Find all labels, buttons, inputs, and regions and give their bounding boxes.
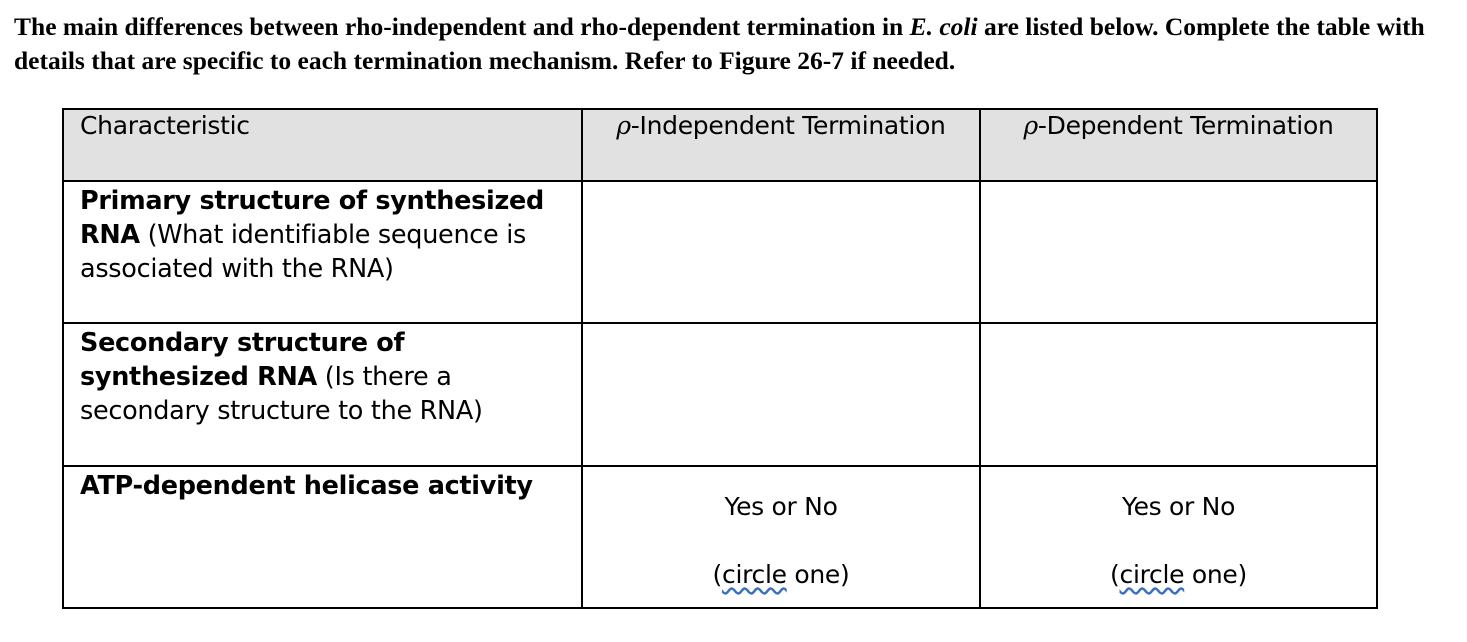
row-label-bold: Primary structure of synthesized RNA: [80, 186, 544, 250]
circle-one-note: [982, 558, 1375, 592]
answer-cell-helicase-dependent[interactable]: [980, 466, 1377, 608]
answer-cell-helicase-independent[interactable]: [582, 466, 980, 608]
instructions-part1: The main differences between rho-independent and rho-dependent termination in: [14, 12, 910, 41]
row-label-secondary-structure: [63, 323, 582, 466]
row-label-primary-structure: [63, 181, 582, 323]
answer-cell-primary-independent[interactable]: [582, 181, 980, 323]
header-rho-dependent-label: -Dependent Termination: [1037, 111, 1334, 140]
organism-name: E. coli: [909, 12, 978, 41]
header-characteristic: Characteristic: [63, 109, 582, 181]
table-row-helicase-activity: [63, 466, 1377, 608]
row-label-note: (Is there a secondary structure to the RNA): [80, 362, 483, 426]
row-label-helicase-activity: [63, 466, 582, 608]
rho-symbol: ρ: [616, 111, 631, 140]
row-label-note: (What identifiable sequence is associated with the RNA): [80, 220, 526, 284]
termination-comparison-table: [62, 108, 1378, 609]
row-label-bold: Secondary structure of synthesized RNA: [80, 328, 405, 392]
answer-cell-secondary-dependent[interactable]: [980, 323, 1377, 466]
instructions-text: [14, 10, 1459, 78]
table-row-primary-structure: [63, 181, 1377, 323]
circle-note-rest: one): [1184, 560, 1247, 589]
answer-cell-primary-dependent[interactable]: [980, 181, 1377, 323]
yes-or-no-choice[interactable]: Yes or No: [1121, 492, 1236, 521]
spellcheck-word-circle: circle: [1119, 560, 1185, 589]
open-paren: (: [1110, 560, 1120, 589]
yes-or-no-choice[interactable]: Yes or No: [724, 492, 838, 521]
rho-symbol: ρ: [1023, 111, 1038, 140]
open-paren: (: [712, 560, 723, 589]
circle-one-note: [584, 558, 978, 592]
header-rho-independent: [582, 109, 980, 181]
answer-cell-secondary-independent[interactable]: [582, 323, 980, 466]
header-rho-independent-label: -Independent Termination: [630, 111, 946, 140]
header-rho-dependent: [980, 109, 1377, 181]
table-header-row: [63, 109, 1377, 181]
instructions-part2: are listed below. Complete the table with details that are specific to each termination mechanism. Refer to Figure 26-7 if needed.: [14, 12, 1425, 75]
row-label-bold: ATP-dependent helicase activity: [80, 471, 533, 501]
circle-note-rest: one): [786, 560, 850, 589]
spellcheck-word-circle: circle: [722, 560, 787, 589]
table-row-secondary-structure: [63, 323, 1377, 466]
